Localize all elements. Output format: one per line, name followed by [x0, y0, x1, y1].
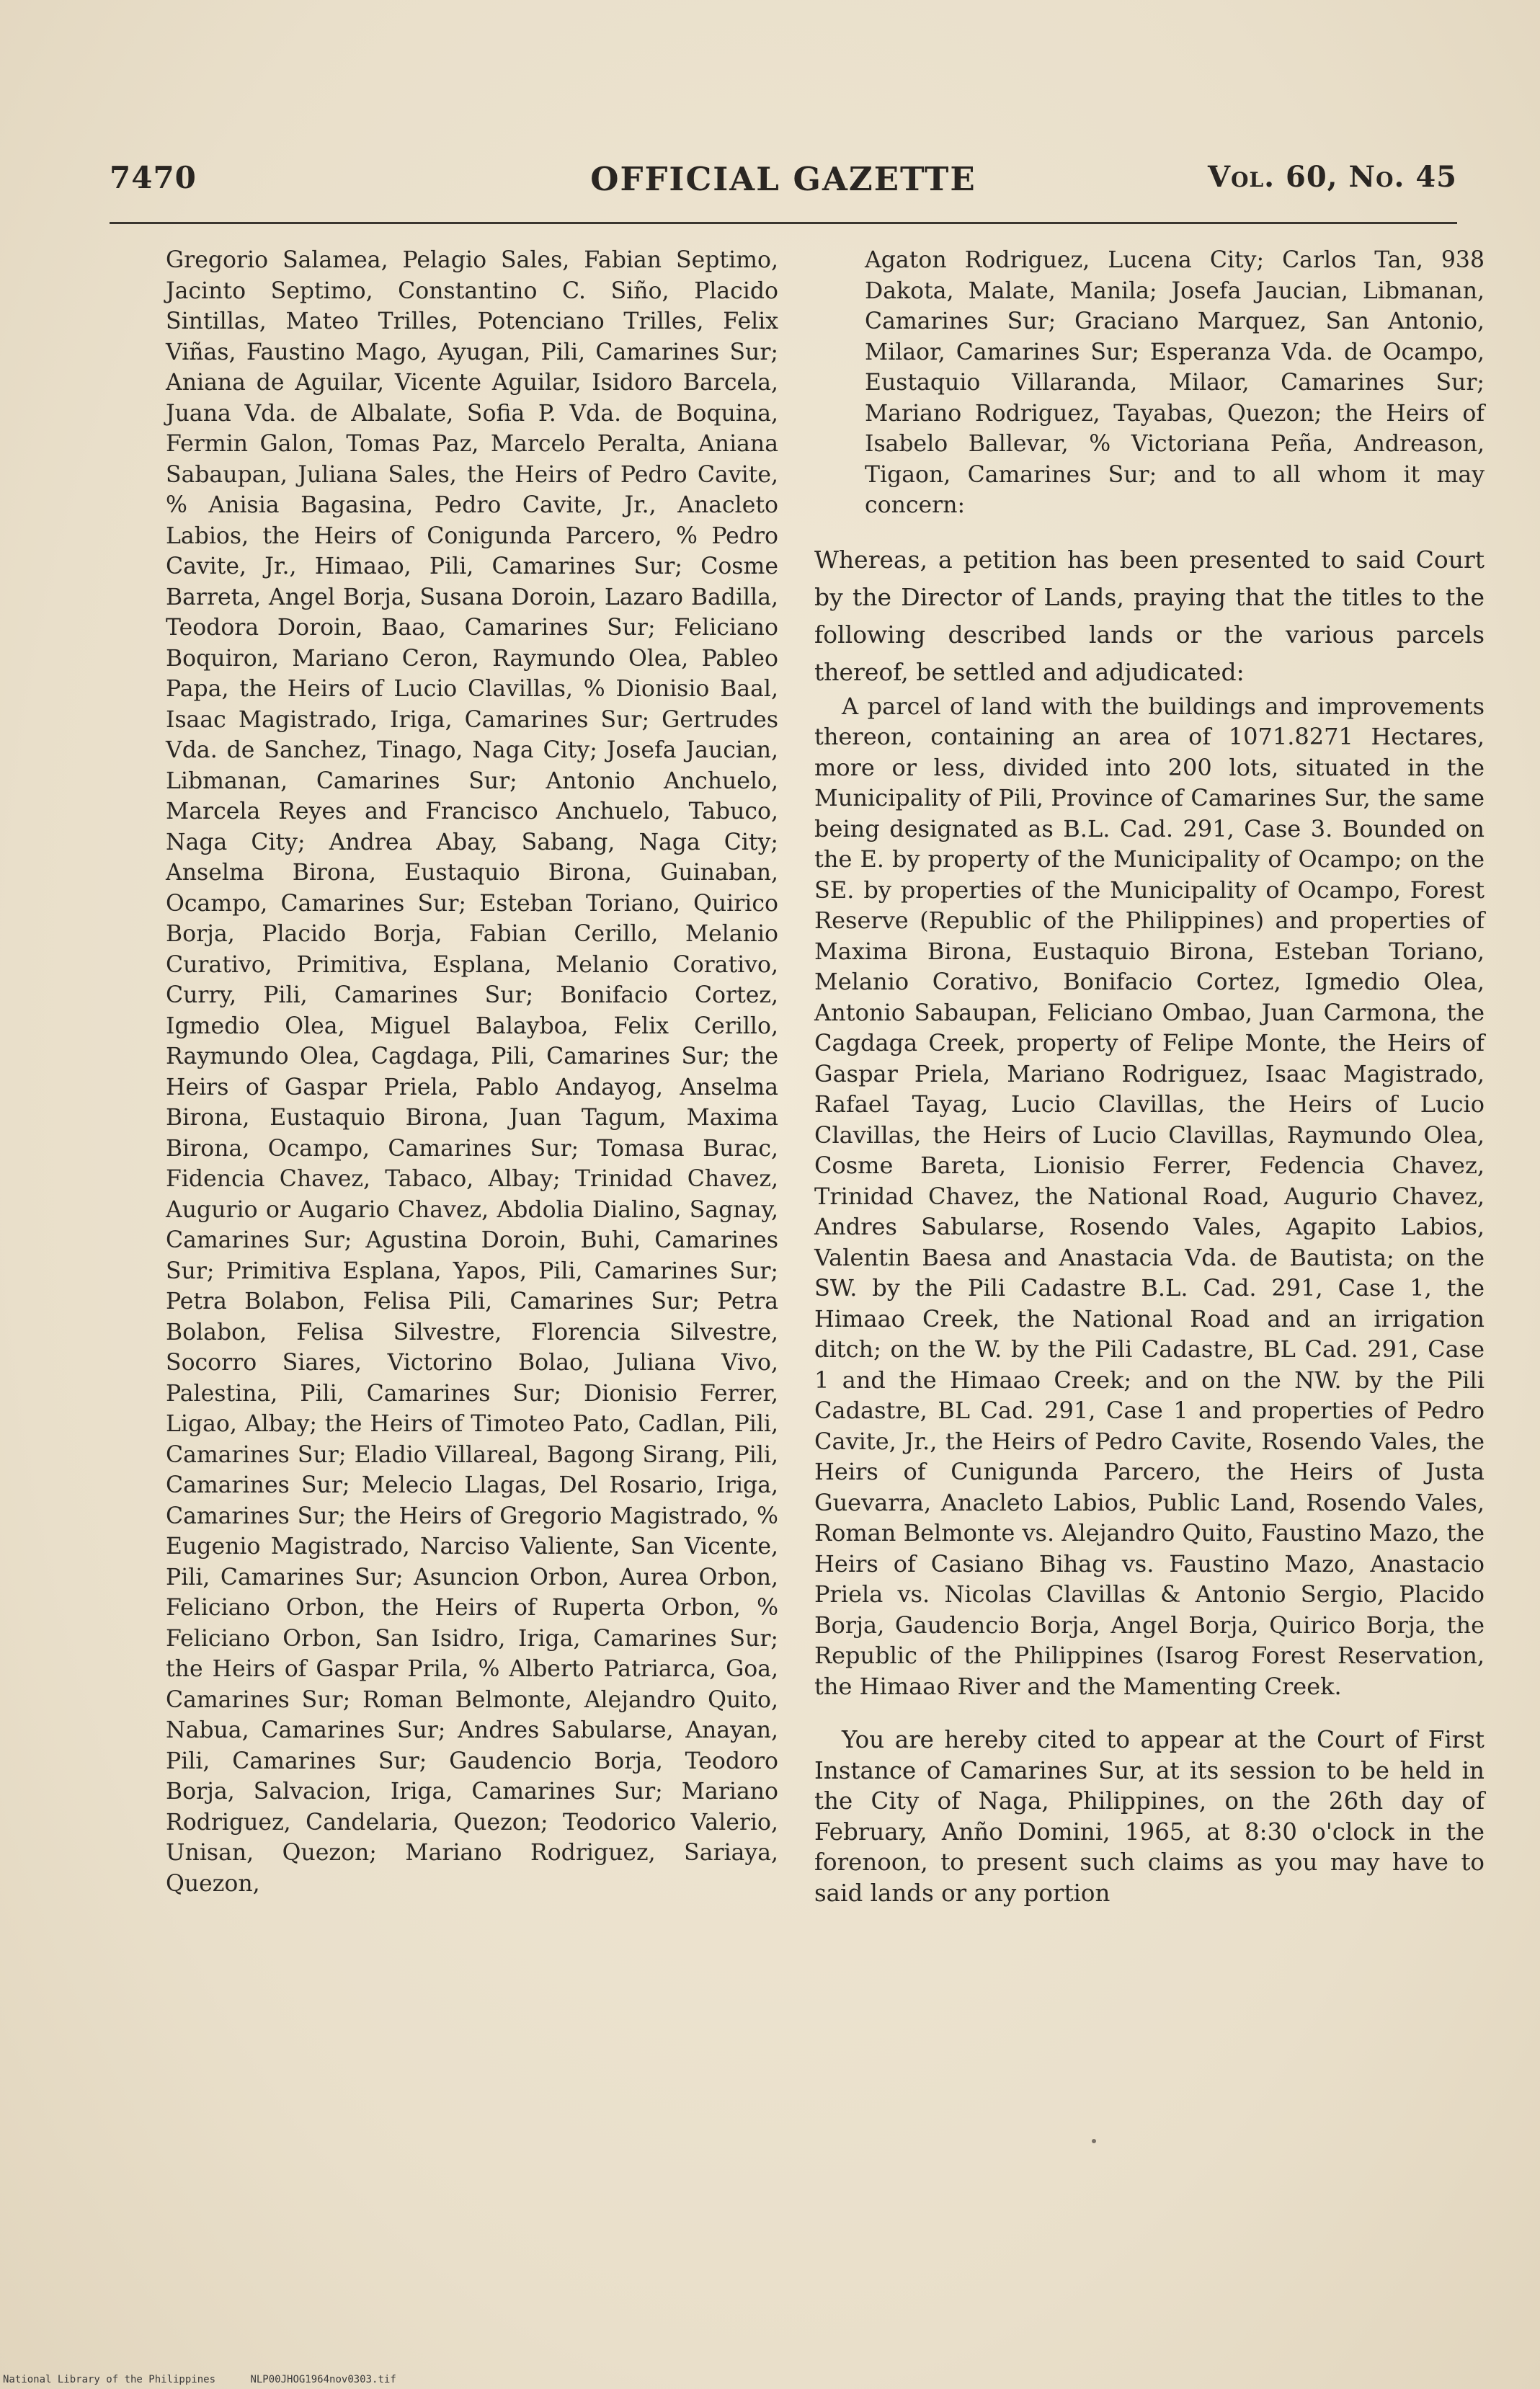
addressee-list-continued: Agaton Rodriguez, Lucena City; Carlos Tan, 938 Dakota, Malate, Manila; Josefa Jaucian, Libmanan, Camarines Sur; Graciano Marquez, San Antonio, Milaor, Camarines Sur; Esperanza Vda. de Ocampo, Eustaquio Villaranda, Milaor, Camarines Sur; Mariano Rodriguez, Tayabas, Quezon; the Heirs of Isabelo Ballevar, % Victoriana Peña, Andreason, Tigaon, Camarines Sur; and to all whom it may concern:	[865, 247, 1485, 518]
left-column	[166, 245, 778, 1899]
page-number: 7470	[110, 160, 197, 195]
publication-title: OFFICIAL GAZETTE	[590, 160, 976, 198]
paper-speck	[1092, 2139, 1096, 2143]
scan-footer	[3, 2374, 425, 2385]
footer-library: National Library of the Philippines	[3, 2374, 216, 2385]
whereas-paragraph: Whereas, a petition has been presented to said Court by the Director of Lands, praying that the titles to the following described lands or the various parcels thereof, be settled and adjudicated:	[814, 545, 1485, 686]
header-rule	[110, 222, 1457, 224]
footer-filename: NLP00JHOG1964nov0303.tif	[250, 2374, 396, 2385]
volume-issue: Vol. 60, No. 45	[1208, 160, 1457, 194]
citation-paragraph: You are hereby cited to appear at the Court of First Instance of Camarines Sur, at its session to be held in the City of Naga, Philippines, on the 26th day of February, Anño Domini, 1965, at 8:30 o'clock in the forenoon, to present such claims as you may have to said lands or any portion	[814, 1726, 1485, 1907]
page-header	[110, 160, 1457, 203]
addressee-list: Gregorio Salamea, Pelagio Sales, Fabian Septimo, Jacinto Septimo, Constantino C. Siño, Placido Sintillas, Mateo Trilles, Potenciano Trilles, Felix Viñas, Faustino Mago, Ayugan, Pili, Camarines Sur; Aniana de Aguilar, Vicente Aguilar, Isidoro Barcela, Juana Vda. de Albalate, Sofia P. Vda. de Boquina, Fermin Galon, Tomas Paz, Marcelo Peralta, Aniana Sabaupan, Juliana Sales, the Heirs of Pedro Cavite, % Anisia Bagasina, Pedro Cavite, Jr., Anacleto Labios, the Heirs of Conigunda Parcero, % Pedro Cavite, Jr., Himaao, Pili, Camarines Sur; Cosme Barreta, Angel Borja, Susana Doroin, Lazaro Badilla, Teodora Doroin, Baao, Camarines Sur; Feliciano Boquiron, Mariano Ceron, Raymundo Olea, Pableo Papa, the Heirs of Lucio Clavillas, % Dionisio Baal, Isaac Magistrado, Iriga, Camarines Sur; Gertrudes Vda. de Sanchez, Tinago, Naga City; Josefa Jaucian, Libmanan, Camarines Sur; Antonio Anchuelo, Marcela Reyes and Francisco Anchuelo, Tabuco, Naga City; Andrea Abay, Sabang, Naga City; Anselma Birona, Eustaquio Birona, Guinaban, Ocampo, Camarines Sur; Esteban Toriano, Quirico Borja, Placido Borja, Fabian Cerillo, Melanio Curativo, Primitiva, Esplana, Melanio Corativo, Curry, Pili, Camarines Sur; Bonifacio Cortez, Igmedio Olea, Miguel Balayboa, Felix Cerillo, Raymundo Olea, Cagdaga, Pili, Camarines Sur; the Heirs of Gaspar Priela, Pablo Andayog, Anselma Birona, Eustaquio Birona, Juan Tagum, Maxima Birona, Ocampo, Camarines Sur; Tomasa Burac, Fidencia Chavez, Tabaco, Albay; Trinidad Chavez, Augurio or Augario Chavez, Abdolia Dialino, Sagnay, Camarines Sur; Agustina Doroin, Buhi, Camarines Sur; Primitiva Esplana, Yapos, Pili, Camarines Sur; Petra Bolabon, Felisa Pili, Camarines Sur; Petra Bolabon, Felisa Silvestre, Florencia Silvestre, Socorro Siares, Victorino Bolao, Juliana Vivo, Palestina, Pili, Camarines Sur; Dionisio Ferrer, Ligao, Albay; the Heirs of Timoteo Pato, Cadlan, Pili, Camarines Sur; Eladio Villareal, Bagong Sirang, Pili, Camarines Sur; Melecio Llagas, Del Rosario, Iriga, Camarines Sur; the Heirs of Gregorio Magistrado, % Eugenio Magistrado, Narciso Valiente, San Vicente, Pili, Camarines Sur; Asuncion Orbon, Aurea Orbon, Feliciano Orbon, the Heirs of Ruperta Orbon, % Feliciano Orbon, San Isidro, Iriga, Camarines Sur; the Heirs of Gaspar Prila, % Alberto Patriarca, Goa, Camarines Sur; Roman Belmonte, Alejandro Quito, Nabua, Camarines Sur; Andres Sabularse, Anayan, Pili, Camarines Sur; Gaudencio Borja, Teodoro Borja, Salvacion, Iriga, Camarines Sur; Mariano Rodriguez, Candelaria, Quezon; Teodorico Valerio, Unisan, Quezon; Mariano Rodriguez, Sariaya, Quezon,	[166, 247, 778, 1897]
right-column	[814, 245, 1485, 1908]
parcel-description: A parcel of land with the buildings and improvements thereon, containing an area of 1071.8271 Hectares, more or less, divided into 200 lots, situated in the Municipality of Pili, Province of Camarines Sur, the same being designated as B.L. Cad. 291, Case 3. Bounded on the E. by property of the Municipality of Ocampo; on the SE. by properties of the Municipality of Ocampo, Forest Reserve (Republic of the Philippines) and properties of Maxima Birona, Eustaquio Birona, Esteban Toriano, Melanio Corativo, Bonifacio Cortez, Igmedio Olea, Antonio Sabaupan, Feliciano Ombao, Juan Carmona, the Cagdaga Creek, property of Felipe Monte, the Heirs of Gaspar Priela, Mariano Rodriguez, Isaac Magistrado, Rafael Tayag, Lucio Clavillas, the Heirs of Lucio Clavillas, the Heirs of Lucio Clavillas, Raymundo Olea, Cosme Bareta, Lionisio Ferrer, Fedencia Chavez, Trinidad Chavez, the National Road, Augurio Chavez, Andres Sabularse, Rosendo Vales, Agapito Labios, Valentin Baesa and Anastacia Vda. de Bautista; on the SW. by the Pili Cadastre B.L. Cad. 291, Case 1, the Himaao Creek, the National Road and an irrigation ditch; on the W. by the Pili Cadastre, BL Cad. 291, Case 1 and the Himaao Creek; and on the NW. by the Pili Cadastre, BL Cad. 291, Case 1 and properties of Pedro Cavite, Jr., the Heirs of Pedro Cavite, Rosendo Vales, the Heirs of Cunigunda Parcero, the Heirs of Justa Guevarra, Anacleto Labios, Public Land, Rosendo Vales, Roman Belmonte vs. Alejandro Quito, Faustino Mazo, the Heirs of Casiano Bihag vs. Faustino Mazo, Anastacio Priela vs. Nicolas Clavillas & Antonio Sergio, Placido Borja, Gaudencio Borja, Angel Borja, Quirico Borja, the Republic of the Philippines (Isarog Forest Reservation, the Himaao River and the Mamenting Creek.	[814, 692, 1485, 1700]
